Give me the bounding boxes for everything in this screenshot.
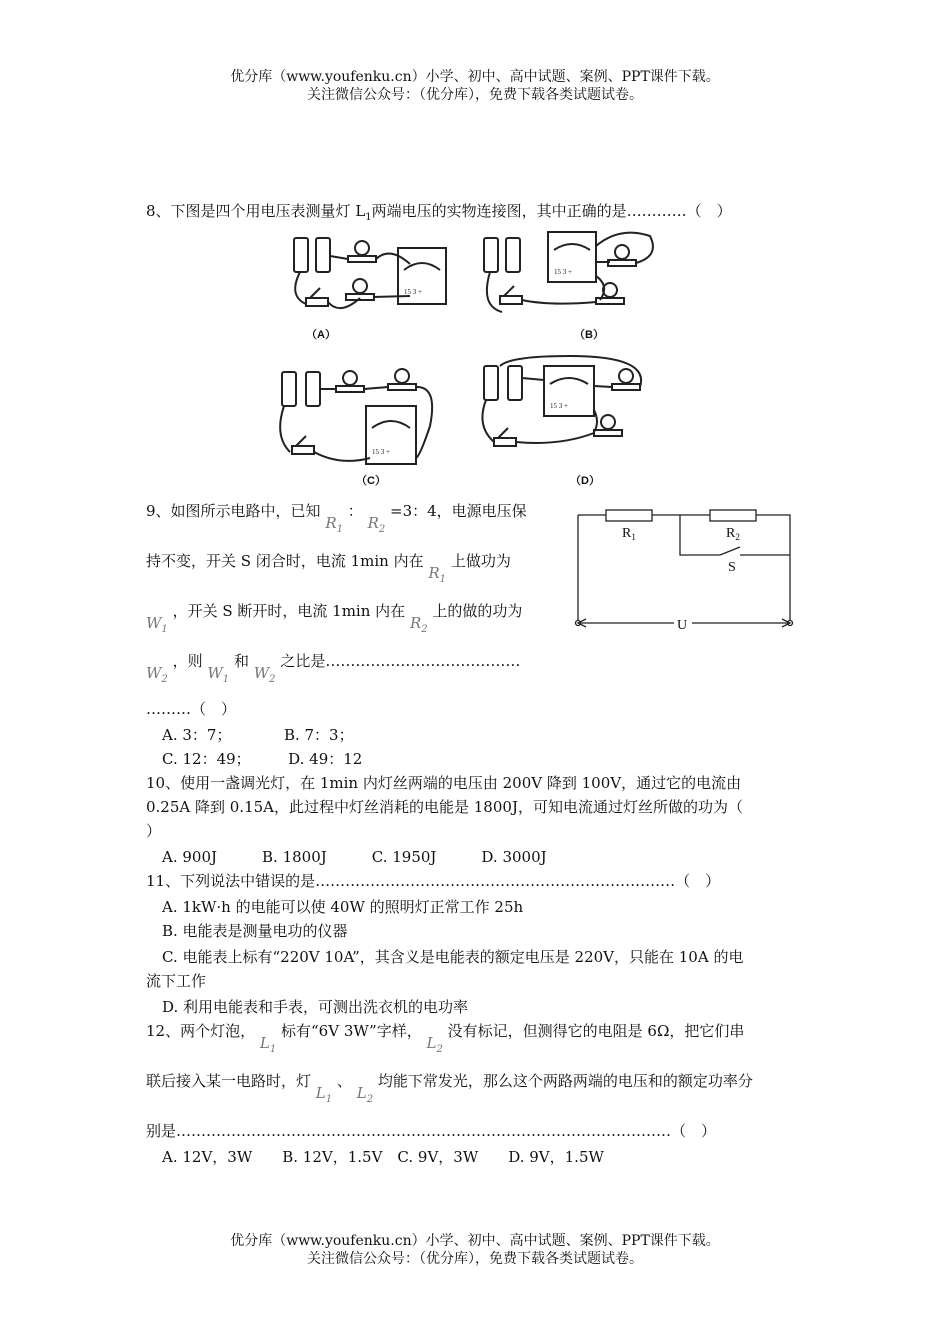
figure-a [294, 238, 446, 308]
var-r2: $R_2$ [367, 514, 386, 535]
label-r1: $R_1$ [622, 526, 636, 542]
var-l1: $L_1$ [259, 1034, 277, 1055]
meter-ticks-a: 15 3 + [404, 288, 422, 296]
label-r2: $R_2$ [726, 526, 740, 542]
q9-line-2: 持不变，开关 S 闭合时，电流 1min 内在 $R_1$ 上做功为 [146, 552, 511, 585]
caption-a: （A） [306, 329, 336, 341]
label-u: U [677, 618, 688, 633]
q11-option-c: C. 电能表上标有“220V 10A”，其含义是电能表的额定电压是 220V，只能在 10A 的电 [162, 948, 744, 966]
var-r1: $R_1$ [428, 564, 447, 585]
meter-ticks-d: 15 3 + [550, 402, 568, 410]
figure-d [482, 356, 641, 446]
var-w2: $W_2$ [146, 664, 168, 685]
q10-line-2: 0.25A 降到 0.15A，此过程中灯丝消耗的电能是 1800J，可知电流通过灯丝所做的功为（ [146, 798, 743, 816]
header-line-1: 优分库（www.youfenku.cn）小学、初中、高中试题、案例、PPT课件下载。 [230, 69, 720, 85]
var-w2: $W_2$ [253, 664, 276, 685]
q10-options: A. 900J B. 1800J C. 1950J D. 3000J [162, 848, 547, 866]
q9-line-3: $W_1$ ，开关 S 断开时，电流 1min 内在 $R_2$ 上的做的功为 [146, 602, 523, 635]
q9-options-1: A. 3：7； B. 7：3； [162, 726, 354, 744]
var-l2: $L_2$ [356, 1084, 374, 1105]
figure-c [280, 369, 432, 464]
q10-line-1: 10、使用一盏调光灯，在 1min 内灯丝两端的电压由 200V 降到 100V，通过它的电流由 [146, 774, 742, 792]
var-l1: $L_1$ [315, 1084, 333, 1105]
var-r2: $R_2$ [409, 614, 428, 635]
meter-ticks-b: 15 3 + [554, 268, 572, 276]
q11-option-d: D. 利用电能表和手表，可测出洗衣机的电功率 [162, 998, 469, 1016]
q10-line-3: ） [146, 822, 162, 840]
q8-stem: 8、下图是四个用电压表测量灯 $L_1$两端电压的实物连接图，其中正确的是…………（ ） [146, 202, 732, 223]
caption-c: （C） [356, 475, 386, 487]
q9-options-2: C. 12：49； D. 49：12 [162, 750, 363, 768]
var-l2: $L_2$ [426, 1034, 443, 1055]
q11-option-a: A. 1kW·h 的电能可以使 40W 的照明灯正常工作 25h [162, 898, 524, 916]
resistor-r2 [710, 510, 756, 521]
q12-options: A. 12V，3W B. 12V，1.5V C. 9V，3W D. 9V，1.5W [162, 1148, 604, 1166]
q11-option-c-cont: 流下工作 [146, 972, 207, 990]
header-line-2: 关注微信公众号：（优分库），免费下载各类试题试卷。 [307, 87, 643, 103]
caption-d: （D） [570, 475, 600, 487]
q9-line-5: ………（ ） [146, 700, 237, 718]
q11-option-b: B. 电能表是测量电功的仪器 [162, 922, 348, 940]
meter-ticks-c: 15 3 + [372, 448, 390, 456]
q9-line-1: 9、如图所示电路中，已知 $R_1$ ： $R_2 =3$：4，电源电压保 [146, 502, 527, 535]
q12-line-3: 别是………………………………………………………………………………………（ ） [146, 1122, 717, 1140]
label-s: S [728, 560, 736, 575]
var-w1: $W_1$ [146, 614, 168, 635]
var-r1: $R_1$ [325, 514, 343, 535]
q12-line-1: 12、两个灯泡， $L_1$ 标有“6V 3W”字样， $L_2$ 没有标记，但测得它的电阻是 6Ω，把它们串 [146, 1022, 745, 1055]
q11-stem: 11、下列说法中错误的是………………………………………………………………（ ） [146, 872, 721, 890]
resistor-r1 [606, 510, 652, 521]
q12-line-2: 联后接入某一电路时，灯 $L_1$ 、 $L_2$ 均能下常发光，那么这个两路两端的电压和的额定功率分 [146, 1072, 753, 1105]
q8-circuit-figures [270, 226, 670, 496]
footer-line-2: 关注微信公众号：（优分库），免费下载各类试题试卷。 [307, 1251, 643, 1267]
footer-line-1: 优分库（www.youfenku.cn）小学、初中、高中试题、案例、PPT课件下载。 [230, 1233, 720, 1249]
q9-line-4: $W_2$ ，则 $W_1$ 和 $W_2$ 之比是………………………………… [146, 652, 521, 685]
var-w1: $W_1$ [207, 664, 230, 685]
q9-circuit-diagram [570, 505, 800, 635]
caption-b: （B） [574, 329, 604, 341]
